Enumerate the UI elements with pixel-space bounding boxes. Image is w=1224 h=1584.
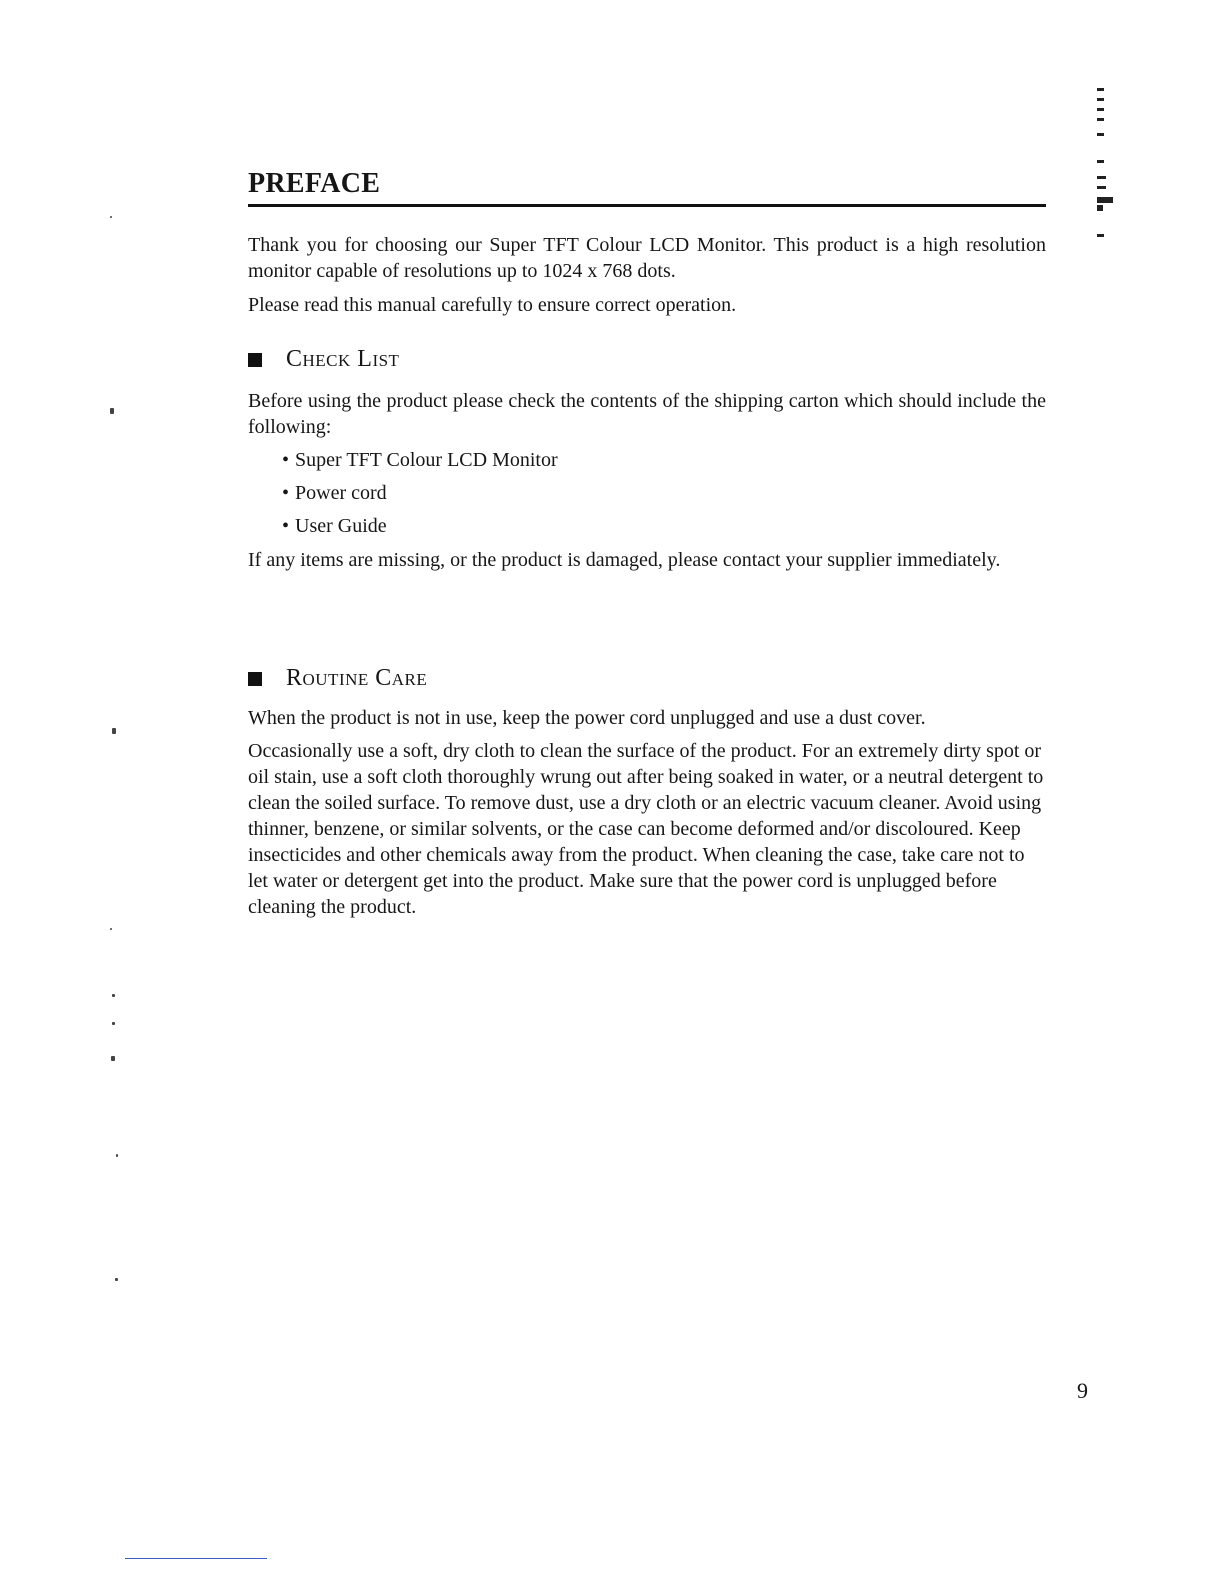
check-list-closing: If any items are missing, or the product is damaged, please contact your supplier immediately. [248, 549, 1001, 571]
check-list-heading-text: Check List [286, 346, 400, 372]
routine-care-paragraph-2: Occasionally use a soft, dry cloth to clean the surface of the product. For an extremely dirty spot or oil stain, use a soft cloth thoroughly wrung out after being soaked in water, or a neutral detergent to clean the soiled surface. To remove dust, use a dry cloth or an electric vacuum cleaner. Avoid using thinner, benzene, or similar solvents, or the case can become deformed and/or discoloured. Keep insecticides and other chemicals away from the product. When cleaning the case, take care not to let water or detergent get into the product. Make sure that the power cord is unplugged before cleaning the product. [248, 740, 1044, 918]
intro-paragraph-2: Please read this manual carefully to ensure correct operation. [248, 294, 737, 316]
square-bullet-icon [248, 672, 262, 686]
title-rule [248, 204, 1046, 207]
edge-line [125, 1558, 267, 1559]
routine-care-heading-text: Routine Care [286, 665, 428, 691]
check-list-items [282, 447, 558, 546]
routine-care-heading [248, 665, 427, 692]
routine-care-paragraph-1: When the product is not in use, keep the power cord unplugged and use a dust cover. [248, 707, 926, 729]
check-list-heading [248, 346, 399, 373]
check-list-lead: Before using the product please check the contents of the shipping carton which should include the following: [248, 390, 1046, 438]
page-number: 9 [1077, 1378, 1088, 1403]
list-item: • User Guide [282, 515, 387, 537]
list-item: • Power cord [282, 482, 387, 504]
list-item: • Super TFT Colour LCD Monitor [282, 449, 558, 471]
intro-paragraph-1: Thank you for choosing our Super TFT Colour LCD Monitor. This product is a high resolution monitor capable of resolutions up to 1024 x 768 dots. [248, 234, 1046, 282]
page-title: PREFACE [248, 168, 381, 199]
square-bullet-icon [248, 353, 262, 367]
